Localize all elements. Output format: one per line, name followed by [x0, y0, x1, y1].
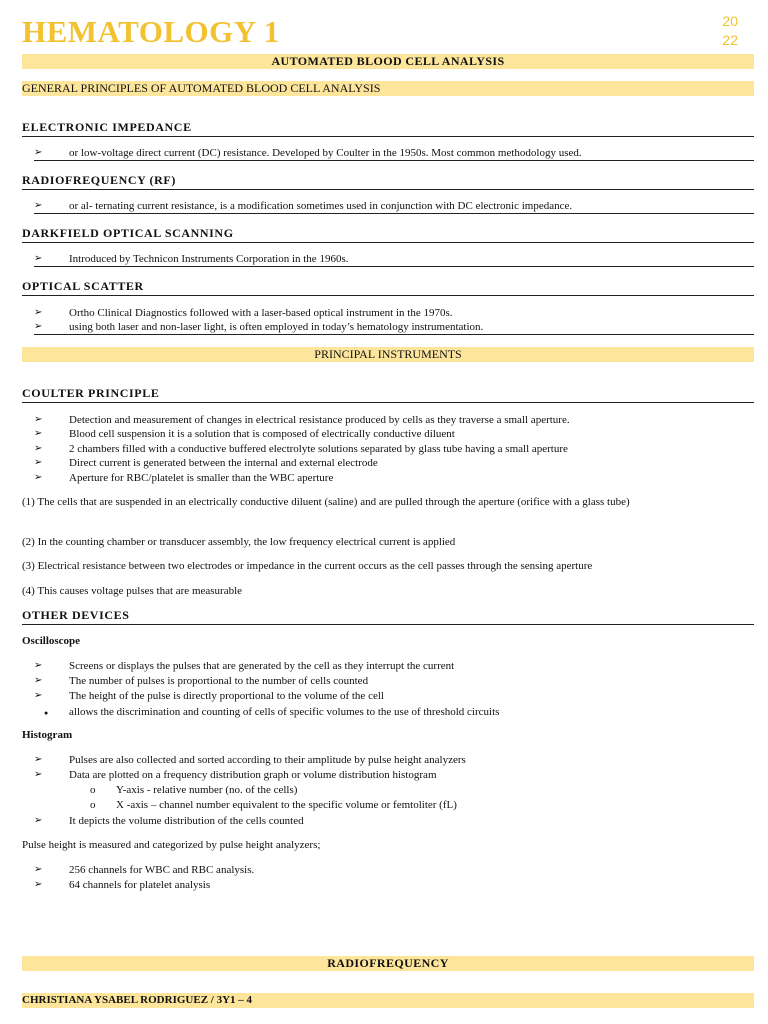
- arrow-bullet-icon: [34, 814, 48, 828]
- list-item-text: Pulses are also collected and sorted according to their amplitude by pulse height analyzers: [69, 754, 466, 766]
- list-item-text: X -axis – channel number equivalent to the specific volume or femtoliter (fL): [116, 799, 457, 811]
- arrow-bullet-icon: [34, 199, 48, 213]
- list-item: [34, 427, 754, 441]
- principal-band: PRINCIPAL INSTRUMENTS: [22, 347, 754, 362]
- list-item: [34, 878, 754, 892]
- list-item-text: Detection and measurement of changes in electrical resistance produced by cells as they traverse a small aperture.: [69, 414, 570, 426]
- list-item-text: or al- ternating current resistance, is a modification sometimes used in conjunction with DC electronic impedance.: [69, 200, 573, 212]
- list-item: [34, 753, 754, 767]
- section-heading-other-devices: OTHER DEVICES: [22, 608, 754, 625]
- list-item-text: The height of the pulse is directly proportional to the volume of the cell: [69, 690, 384, 702]
- circle-bullet-icon: [90, 783, 96, 797]
- list-item-text: Screens or displays the pulses that are generated by the cell as they interrupt the current: [69, 660, 455, 672]
- list-item: [34, 863, 754, 877]
- list-item: [34, 320, 754, 335]
- list-item: [34, 798, 754, 812]
- arrow-bullet-icon: [34, 659, 48, 673]
- list-item: [34, 306, 754, 320]
- arrow-bullet-icon: [34, 413, 48, 427]
- section-heading-coulter: COULTER PRINCIPLE: [22, 386, 754, 403]
- year-top: 20: [722, 13, 738, 29]
- list-item: [34, 471, 754, 485]
- section-heading-impedance: ELECTRONIC IMPEDANCE: [22, 120, 754, 137]
- list-item-text: Direct current is generated between the internal and external electrode: [69, 457, 378, 469]
- year-bottom: 22: [722, 32, 738, 48]
- arrow-bullet-icon: [34, 442, 48, 456]
- list-item-text: allows the discrimination and counting of cells of specific volumes to the use of threshold circuits: [69, 706, 500, 718]
- circle-bullet-icon: [90, 798, 96, 812]
- list-item: [34, 456, 754, 470]
- list-item-text: 64 channels for platelet analysis: [69, 879, 211, 891]
- list-item: [34, 689, 754, 703]
- section-heading-rf: RADIOFREQUENCY (RF): [22, 173, 754, 190]
- paragraph: (3) Electrical resistance between two electrodes or impedance in the current occurs as the cell passes through the sensing aperture: [22, 560, 593, 572]
- list-item-text: Data are plotted on a frequency distribution graph or volume distribution histogram: [69, 769, 437, 781]
- list-item-text: It depicts the volume distribution of the cells counted: [69, 815, 304, 827]
- list-item: [34, 252, 754, 267]
- subtopic-band: GENERAL PRINCIPLES OF AUTOMATED BLOOD CELL ANALYSIS: [22, 81, 754, 96]
- list-item-text: Ortho Clinical Diagnostics followed with a laser-based optical instrument in the 1970s.: [69, 307, 453, 319]
- list-item: [34, 783, 754, 797]
- dot-bullet-icon: [44, 705, 58, 720]
- year-label: [722, 12, 738, 50]
- footer-author: CHRISTIANA YSABEL RODRIGUEZ / 3Y1 – 4: [22, 993, 754, 1008]
- radiofrequency-band: RADIOFREQUENCY: [22, 956, 754, 971]
- list-item-text: or low-voltage direct current (DC) resistance. Developed by Coulter in the 1950s. Most common methodology used.: [69, 147, 582, 159]
- list-item: [34, 146, 754, 161]
- list-item: [34, 814, 754, 828]
- list-item-text: Y-axis - relative number (no. of the cells): [116, 784, 298, 796]
- section-heading-optical: OPTICAL SCATTER: [22, 279, 754, 296]
- list-item-text: using both laser and non-laser light, is often employed in today’s hematology instrumentation.: [69, 321, 484, 333]
- list-item: [34, 674, 754, 688]
- list-item-text: 2 chambers filled with a conductive buffered electrolyte solutions separated by glass tube having a small aperture: [69, 443, 568, 455]
- arrow-bullet-icon: [34, 427, 48, 441]
- topic-band: AUTOMATED BLOOD CELL ANALYSIS: [22, 54, 754, 69]
- paragraph: Pulse height is measured and categorized by pulse height analyzers;: [22, 839, 321, 851]
- list-item-text: Aperture for RBC/platelet is smaller than the WBC aperture: [69, 472, 334, 484]
- paragraph: (2) In the counting chamber or transducer assembly, the low frequency electrical current is applied: [22, 536, 456, 548]
- arrow-bullet-icon: [34, 471, 48, 485]
- list-item: [34, 442, 754, 456]
- list-item: [34, 705, 754, 719]
- list-item-text: The number of pulses is proportional to the number of cells counted: [69, 675, 369, 687]
- paragraph: (1) The cells that are suspended in an electrically conductive diluent (saline) and are pulled through the aperture (orifice with a glass tube): [22, 496, 630, 508]
- arrow-bullet-icon: [34, 306, 48, 320]
- arrow-bullet-icon: [34, 146, 48, 160]
- list-item-text: Introduced by Technicon Instruments Corporation in the 1960s.: [69, 253, 349, 265]
- arrow-bullet-icon: [34, 320, 48, 334]
- list-item: [34, 659, 754, 673]
- section-heading-darkfield: DARKFIELD OPTICAL SCANNING: [22, 226, 754, 243]
- arrow-bullet-icon: [34, 252, 48, 266]
- list-item-text: Blood cell suspension it is a solution that is composed of electrically conductive diluent: [69, 428, 455, 440]
- arrow-bullet-icon: [34, 863, 48, 877]
- document-title: HEMATOLOGY 1: [22, 14, 280, 49]
- arrow-bullet-icon: [34, 768, 48, 782]
- arrow-bullet-icon: [34, 689, 48, 703]
- oscilloscope-label: Oscilloscope: [22, 635, 81, 647]
- list-item-text: 256 channels for WBC and RBC analysis.: [69, 864, 255, 876]
- histogram-label: Histogram: [22, 729, 73, 741]
- arrow-bullet-icon: [34, 674, 48, 688]
- list-item: [34, 413, 754, 427]
- list-item: [34, 768, 754, 782]
- list-item: [34, 199, 754, 214]
- arrow-bullet-icon: [34, 878, 48, 892]
- arrow-bullet-icon: [34, 456, 48, 470]
- paragraph: (4) This causes voltage pulses that are measurable: [22, 585, 243, 597]
- arrow-bullet-icon: [34, 753, 48, 767]
